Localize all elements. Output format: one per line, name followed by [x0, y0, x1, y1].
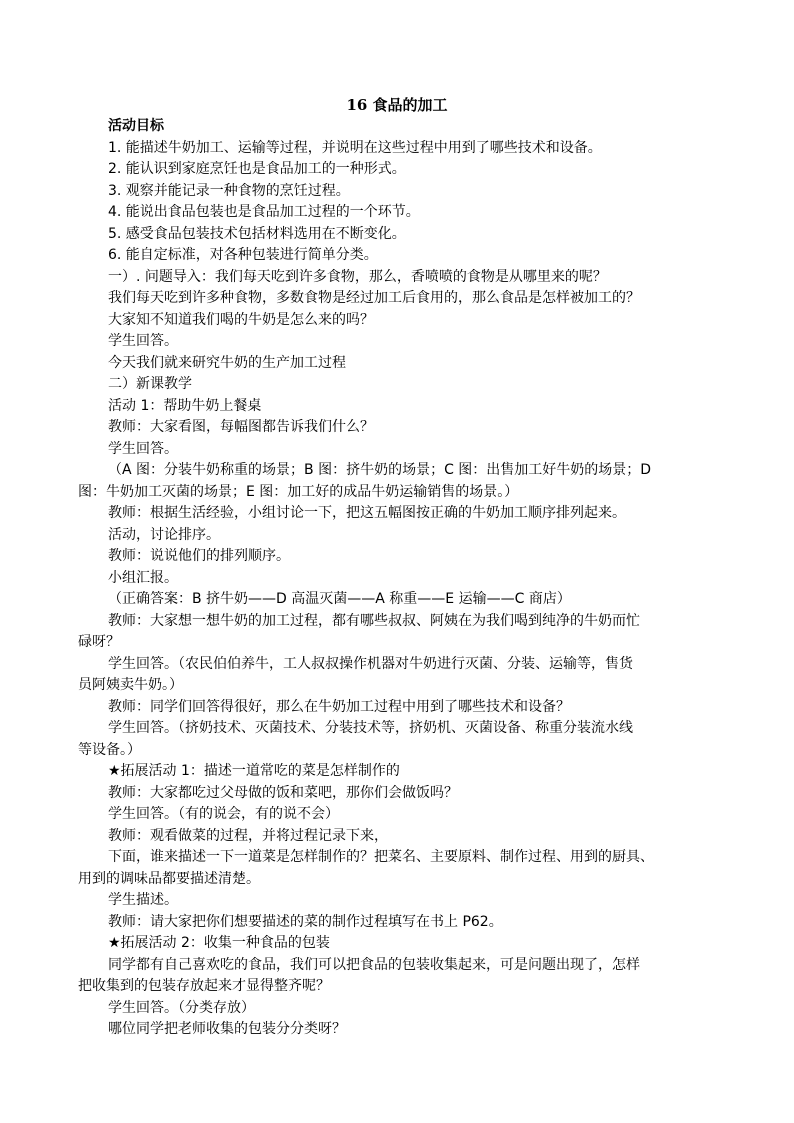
text-line: 用到的调味品都要描述清楚。: [78, 870, 260, 887]
extension-activity-1-title: ★拓展活动 1：描述一道常吃的菜是怎样制作的: [108, 763, 400, 779]
objective-4: 4. 能说出食品包装也是食品加工过程的一个环节。: [108, 204, 420, 220]
text-line: 学生回答。（农民伯伯养牛，工人叔叔操作机器对牛奶进行灭菌、分装、运输等，售货: [108, 655, 633, 672]
text-line: 学生回答。（有的说会，有的说不会）: [108, 806, 339, 822]
text-line: 把收集到的包装存放起来才显得整齐呢？: [78, 978, 330, 994]
text-line: 等设备。）: [78, 741, 141, 758]
text-line: 小组汇报。: [108, 569, 178, 586]
objective-5: 5. 感受食品包装技术包括材料选用在不断变化。: [108, 225, 406, 242]
section-new-lesson: 二）新课教学: [108, 376, 192, 392]
document-body: [78, 116, 708, 1041]
text-line: 哪位同学把老师收集的包装分分类呀？: [108, 1021, 346, 1037]
text-line: 学生回答。: [108, 333, 178, 349]
activity-1-title: 活动 1：帮助牛奶上餐桌: [108, 397, 262, 414]
extension-activity-2-title: ★拓展活动 2：收集一种食品的包装: [108, 935, 330, 951]
text-line: 下面，谁来描述一下一道菜是怎样制作的？把菜名、主要原料、制作过程、用到的厨具、: [108, 849, 654, 865]
text-line: 学生回答。（挤奶技术、灭菌技术、分装技术等，挤奶机、灭菌设备、称重分装流水线: [108, 720, 633, 736]
objective-2: 2. 能认识到家庭烹饪也是食品加工的一种形式。: [108, 161, 406, 177]
text-line: 教师：观看做菜的过程，并将过程记录下来，: [108, 827, 388, 844]
text-line: 教师：同学们回答得很好，那么在牛奶加工过程中用到了哪些技术和设备？: [108, 698, 570, 715]
text-line: 同学都有自己喜欢吃的食品，我们可以把食品的包装收集起来，可是问题出现了，怎样: [108, 956, 640, 973]
text-line: 大家知不知道我们喝的牛奶是怎么来的吗？: [108, 311, 374, 328]
correct-answer: （正确答案：B 挤牛奶——D 高温灭菌——A 称重——E 运输——C 商店）: [108, 591, 571, 607]
objective-1: 1. 能描述牛奶加工、运输等过程，并说明在这些过程中用到了哪些技术和设备。: [108, 139, 602, 156]
text-line: 教师：请大家把你们想要描述的菜的制作过程填写在书上 P62。: [108, 913, 503, 930]
text-line: 学生描述。: [108, 892, 178, 908]
text-line: 碌呀？: [78, 634, 120, 650]
text-line: 教师：大家看图，每幅图都告诉我们什么？: [108, 419, 374, 435]
scene-description-line-2: 图：牛奶加工灭菌的场景；E 图：加工好的成品牛奶运输销售的场景。）: [78, 483, 519, 500]
text-line: 今天我们就来研究牛奶的生产加工过程: [108, 354, 346, 371]
text-line: 员阿姨卖牛奶。）: [78, 677, 183, 693]
text-line: 活动，讨论排序。: [108, 526, 220, 543]
text-line: 学生回答。（分类存放）: [108, 999, 255, 1016]
text-line: 学生回答。: [108, 440, 178, 457]
text-line: 我们每天吃到许多种食物，多数食物是经过加工后食用的，那么食品是怎样被加工的？: [108, 290, 640, 306]
page-title: 16 食品的加工: [346, 96, 448, 114]
text-line: 教师：大家都吃过父母做的饭和菜吧，那你们会做饭吗？: [108, 784, 458, 801]
intro-question: 一）. 问题导入：我们每天吃到许多食物，那么，香喷喷的食物是从哪里来的呢？: [108, 268, 607, 285]
text-line: 教师：大家想一想牛奶的加工过程，都有哪些叔叔、阿姨在为我们喝到纯净的牛奶而忙: [108, 612, 640, 629]
text-line: 教师：说说他们的排列顺序。: [108, 548, 290, 564]
section-heading: 活动目标: [108, 118, 164, 134]
objective-3: 3. 观察并能记录一种食物的烹饪过程。: [108, 182, 350, 199]
objective-6: 6. 能自定标准，对各种包装进行简单分类。: [108, 247, 378, 263]
text-line: 教师：根据生活经验，小组讨论一下，把这五幅图按正确的牛奶加工顺序排列起来。: [108, 505, 626, 521]
scene-description-line-1: （A 图：分装牛奶称重的场景；B 图：挤牛奶的场景；C 图：出售加工好牛奶的场景；D: [108, 462, 652, 478]
